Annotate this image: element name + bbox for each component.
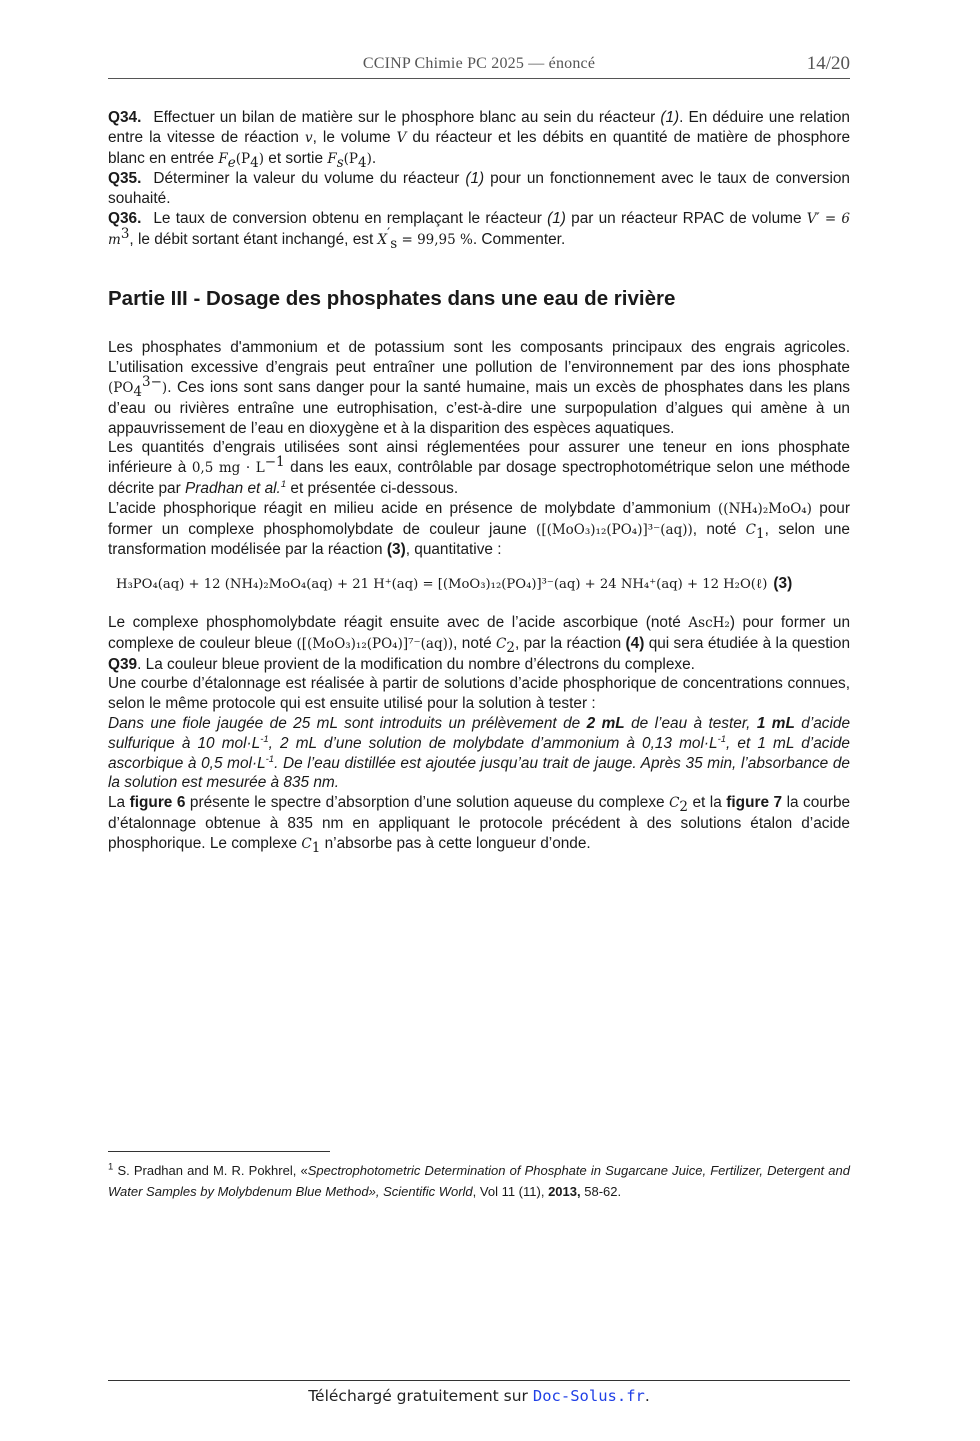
doc-solus-link[interactable]: Doc-Solus.fr <box>532 1387 645 1405</box>
footer-divider <box>108 1380 850 1381</box>
page-header <box>108 54 850 79</box>
paragraph-reaction: L’acide phosphorique réagit en milieu acide en présence de molybdate d’ammonium ((NH₄)₂MoO₄) pour former un complexe phosphomolybdate de couleur jaune ([(MoO₃)₁₂(PO₄)]³⁻(aq)), noté $C_1$, selon une transformation modélisée par la réaction (3), quantitative : <box>108 499 850 559</box>
question-q35: Q35. Déterminer la valeur du volume du réacteur (1) pour un fonctionnement avec le taux de conversion souhaité. <box>108 170 850 208</box>
question-label: Q34. <box>108 109 142 126</box>
paragraph-regulation: Les quantités d’engrais utilisées sont ainsi réglementées pour assurer une teneur en ions phosphate inférieure à 0,5 mg · $L^{-1}$ dans les eaux, contrôlable par dosage spectrophotométrique selon une méthode décrite par Pradhan et al.$^1$ et présentée ci-dessous. <box>108 439 851 497</box>
footnote-divider <box>108 1151 330 1152</box>
main-content <box>108 108 850 855</box>
equation-text: H₃PO₄(aq) + 12 (NH₄)₂MoO₄(aq) + 21 H⁺(aq) = [(MoO₃)₁₂(PO₄)]³⁻(aq) + 24 NH₄⁺(aq) + 12 H₂O(ℓ) <box>116 577 768 593</box>
question-q34: Q34. Effectuer un bilan de matière sur le phosphore blanc au sein du réacteur (1). En déduire une relation entre la vitesse de réaction v, le volume V du réacteur et les débits en quantité de matière de phosphore blanc en entrée $F_e(P_4)$ et sortie $F_s(P_4)$. <box>108 109 851 171</box>
question-label: Q36. <box>108 209 142 227</box>
page-number: 14/20 <box>806 53 850 74</box>
header-title: CCINP Chimie PC 2025 — énoncé <box>362 55 596 72</box>
paragraph-calibration: Une courbe d’étalonnage est réalisée à partir de solutions d’acide phosphorique de concentrations connues, selon le même protocole qui est ensuite utilisé pour la solution à tester : <box>108 675 850 713</box>
question-label: Q35. <box>108 170 142 188</box>
page-footer: Téléchargé gratuitement sur Doc-Solus.fr. <box>308 1387 650 1405</box>
equation-3 <box>116 574 850 595</box>
equation-number: (3) <box>773 575 793 593</box>
paragraph-intro: Les phosphates d'ammonium et de potassium sont les composants principaux des engrais agricoles. L’utilisation excessive d’engrais peut entraîner une pollution de l’environnement par des ions phosphate $(PO_4^{3-})$. Ces ions sont sans danger pour la santé humaine, mais un excès de phosphates dans les plans d’eau ou rivières entraîne une eutrophisation, c’est-à-dire une surpopulation d’algues qui amène à un appauvrissement de l’eau en dioxygène et à la disparition des espèces aquatiques. <box>108 339 850 437</box>
question-q36: Q36. Le taux de conversion obtenu en remplaçant le réacteur (1) par un réacteur RPAC de volume V′ = 6 $m^3$, le débit sortant étant inchangé, est $X'_s = 99,95$ %. Commenter. <box>108 209 851 252</box>
paragraph-figures: La figure 6 présente le spectre d’absorption d’une solution aqueuse du complexe $C_2$ et la figure 7 la courbe d’étalonnage obtenue à 835 nm en appliquant le protocole précédent à des solutions étalon d’acide phosphorique. Le complexe $C_1$ n’absorbe pas à cette longueur d’onde. <box>108 794 851 856</box>
footnote-ref: 1 <box>280 478 287 490</box>
paragraph-blue-complex: Le complexe phosphomolybdate réagit ensuite avec de l’acide ascorbique (noté AscH₂) pour former un complexe de couleur bleue ([(MoO₃)₁₂(PO₄)]⁷⁻(aq)), noté $C_2$, par la réaction (4) qui sera étudiée à la question Q39. La couleur bleue provient de la modification du nombre d’électrons du complexe. <box>108 613 851 673</box>
footnote: $^1$ S. Pradhan and M. R. Pokhrel, «Spectrophotometric Determination of Phosphate in Sugarcane Juice, Fertilizer, Detergent and Water Samples by Molybdenum Blue Method», Scientific World, Vol 11 (11), 2013, 58-62. <box>108 1161 850 1199</box>
footnote-number: 1 <box>108 1161 114 1173</box>
section-title: Partie III - Dosage des phosphates dans une eau de rivière <box>108 286 676 310</box>
paragraph-protocol: Dans une fiole jaugée de 25 mL sont introduits un prélèvement de 2 mL de l’eau à tester, 1 mL d’acide sulfurique à 10 $mol\cdot L^{-1}$, 2 mL d’une solution de molybdate d’ammonium à 0,13 $mol\cdot L^{-1}$, et 1 mL d’acide ascorbique à 0,5 $mol\cdot L^{-1}$. De l’eau distillée est ajoutée jusqu’au trait de jauge. Après 35 min, l’absorbance de la solution est mesurée à 835 nm. <box>108 714 851 792</box>
